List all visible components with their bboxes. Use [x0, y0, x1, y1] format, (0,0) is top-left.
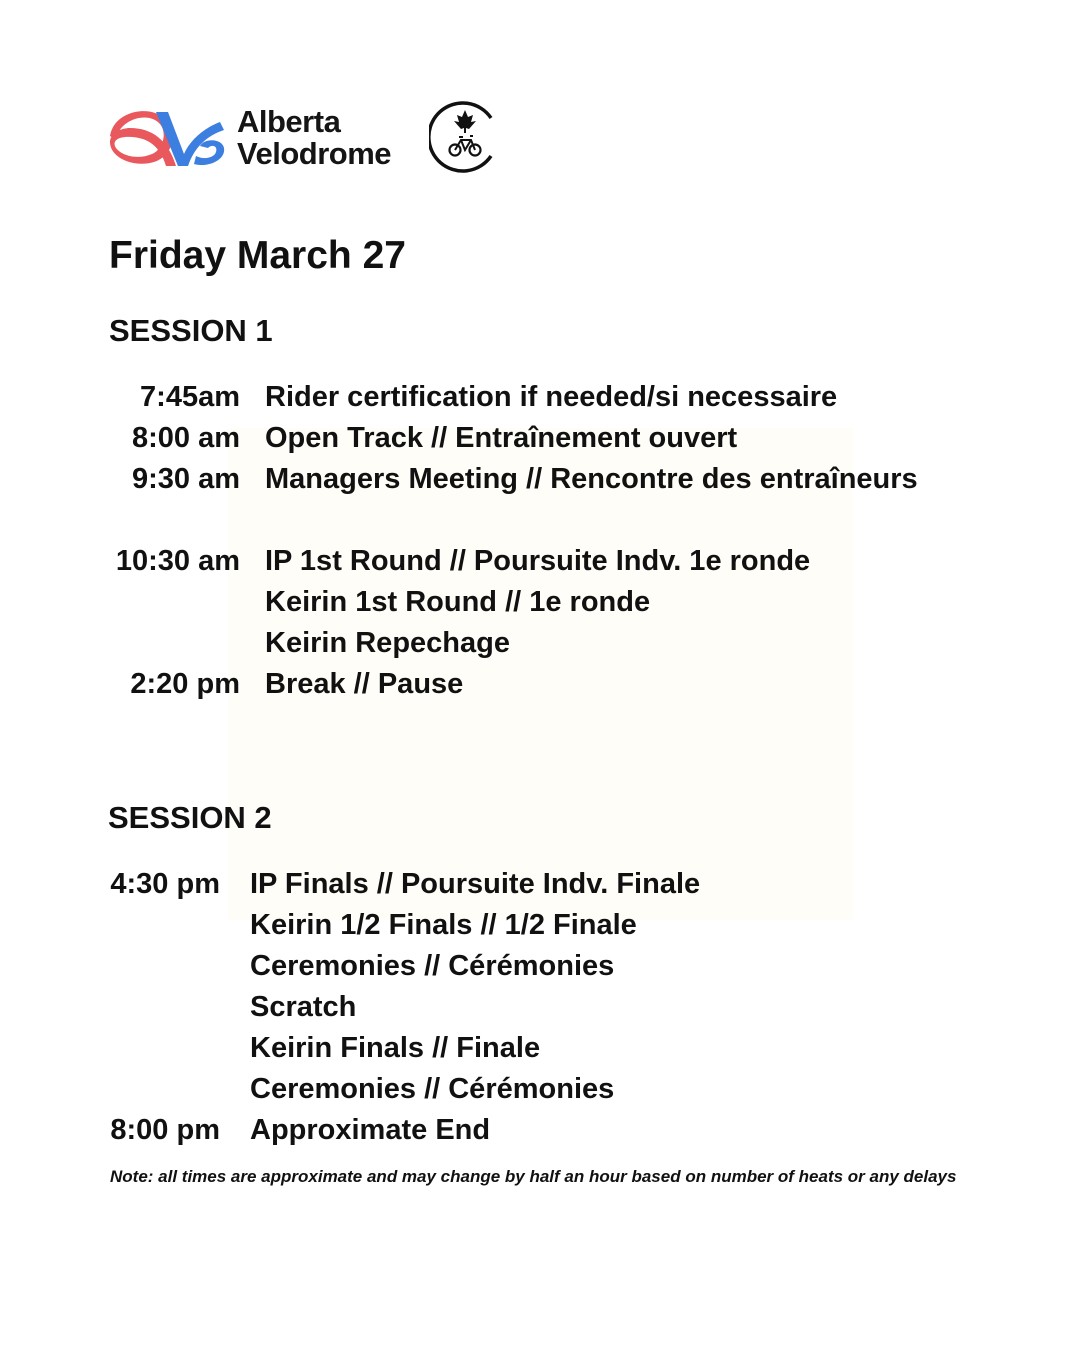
logo-line1: Alberta [237, 104, 341, 139]
row-event: IP 1st Round // Poursuite Indv. 1e ronde [265, 545, 811, 577]
page-title: Friday March 27 [109, 234, 406, 277]
logo-wordmark [237, 106, 391, 170]
session2-title: SESSION 2 [108, 800, 272, 835]
logo-line2: Velodrome [237, 136, 391, 171]
row-event: Scratch [250, 991, 357, 1023]
row-event: Ceremonies // Cérémonies [250, 1073, 615, 1105]
row-time: 2:20 pm [130, 668, 240, 700]
session1-title: SESSION 1 [109, 313, 273, 348]
row-event: Keirin 1/2 Finals // 1/2 Finale [250, 909, 637, 941]
row-event: Break // Pause [265, 668, 464, 700]
row-time: 10:30 am [115, 545, 240, 577]
row-event: Managers Meeting // Rencontre des entraîneurs [265, 463, 918, 495]
row-time: 4:30 pm [110, 868, 220, 900]
maple-leaf-bicycle-icon [429, 100, 501, 174]
row-time: 8:00 am [131, 422, 240, 454]
row-time: 9:30 am [131, 463, 240, 495]
row-time: 8:00 pm [110, 1114, 220, 1146]
row-event: Rider certification if needed/si necessaire [265, 381, 838, 413]
row-event: Approximate End [250, 1114, 491, 1146]
row-event: Ceremonies // Cérémonies [250, 950, 615, 982]
row-event: Open Track // Entraînement ouvert [265, 422, 738, 454]
row-event: Keirin Repechage [265, 627, 510, 659]
row-event: Keirin 1st Round // 1e ronde [265, 586, 651, 618]
alberta-velodrome-logo-icon [108, 106, 228, 172]
row-event: IP Finals // Poursuite Indv. Finale [250, 868, 701, 900]
row-event: Keirin Finals // Finale [250, 1032, 541, 1064]
footnote: Note: all times are approximate and may change by half an hour based on number of heats or any delays [110, 1167, 957, 1186]
row-time: 7:45am [140, 381, 240, 413]
